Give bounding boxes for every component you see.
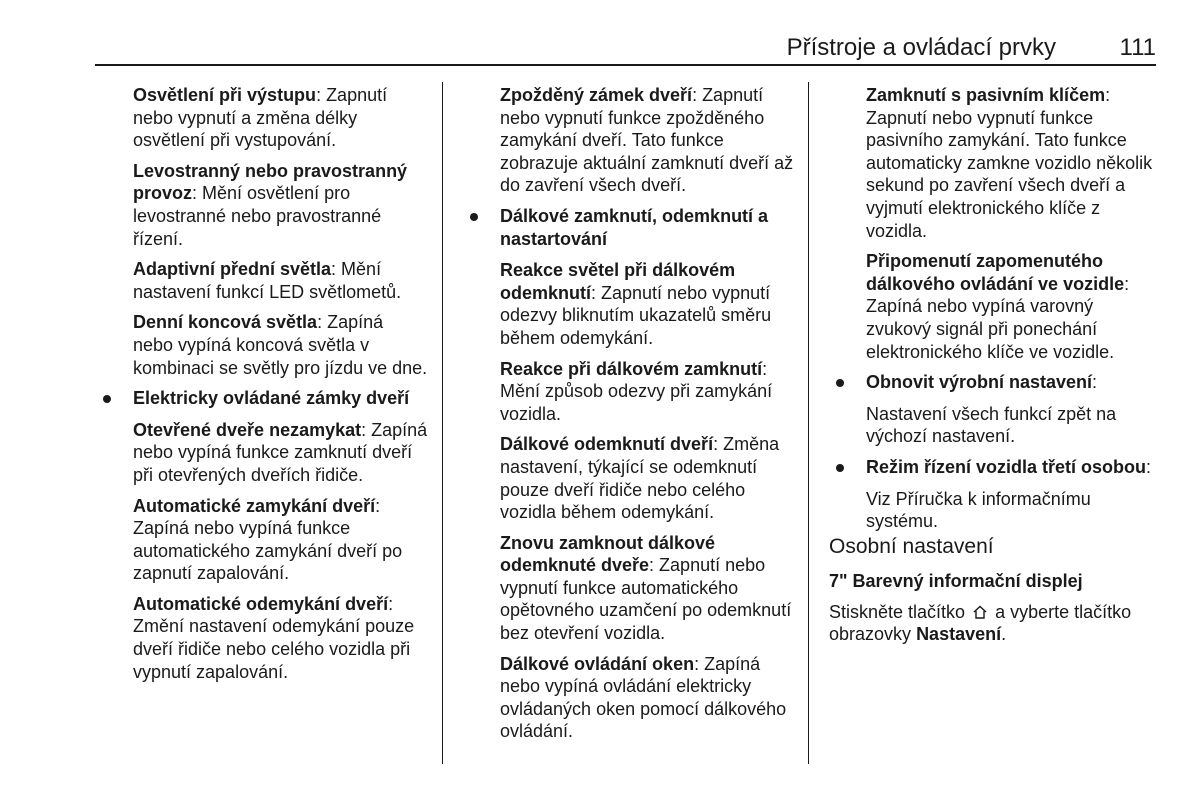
instruction-prefix: Stiskněte tlačítko bbox=[829, 601, 966, 622]
setting-description: : Zapíná nebo vypíná ovládání elektricky ovládaných oken pomocí dálkového ovládání. bbox=[500, 653, 787, 742]
column-2 bbox=[500, 84, 796, 751]
setting-term: Znovu zamknout dálkové odemknuté dveře bbox=[500, 532, 716, 576]
setting-paragraph bbox=[866, 250, 1158, 363]
bullet-term: Režim řízení vozidla třetí osobou bbox=[866, 456, 1147, 477]
setting-paragraph bbox=[133, 593, 428, 683]
setting-paragraph bbox=[133, 258, 428, 303]
setting-paragraph bbox=[500, 259, 796, 349]
setting-term: Adaptivní přední světla bbox=[133, 259, 332, 280]
bullet-term: Obnovit výrobní nastavení bbox=[866, 372, 1093, 393]
setting-term: Otevřené dveře nezamykat bbox=[133, 419, 362, 440]
section-block bbox=[829, 534, 1159, 654]
column-3 bbox=[866, 84, 1158, 541]
setting-paragraph bbox=[133, 160, 428, 250]
instruction-middle: a vyberte tlačítko obrazovky bbox=[829, 601, 1132, 645]
setting-paragraph bbox=[133, 84, 428, 152]
setting-description: : Zapíná nebo vypíná varovný zvukový signál při ponechání elektronického klíče ve vozidle. bbox=[866, 273, 1130, 362]
bullet-heading: Elektricky ovládané zámky dveří bbox=[133, 387, 428, 410]
setting-description: : Mění osvětlení pro levostranné nebo pravostranné řízení. bbox=[133, 183, 382, 249]
setting-description: : Zapíná nebo vypíná koncová světla v kombinaci se světly pro jízdu ve dne. bbox=[133, 312, 428, 378]
header-rule bbox=[95, 64, 1156, 66]
setting-paragraph bbox=[500, 433, 796, 523]
instruction-term: Nastavení bbox=[916, 624, 1002, 645]
setting-paragraph bbox=[866, 84, 1158, 242]
setting-paragraph bbox=[133, 311, 428, 379]
bullet-heading bbox=[866, 371, 1158, 394]
setting-paragraph bbox=[500, 532, 796, 645]
page-number: 111 bbox=[1119, 34, 1156, 61]
setting-term: Dálkové odemknutí dveří bbox=[500, 434, 714, 455]
bullet-colon: : bbox=[1092, 372, 1098, 393]
home-icon bbox=[972, 604, 988, 620]
setting-description: : Zapíná nebo vypíná funkce automatického zamykání dveří po zapnutí zapalování. bbox=[133, 495, 403, 584]
setting-description: : Změní nastavení odemykání pouze dveří řidiče nebo celého vozidla při vypnutí zapalování. bbox=[133, 593, 415, 682]
setting-description: : Mění způsob odezvy při zamykání vozidla. bbox=[500, 358, 773, 424]
setting-term: Zpožděný zámek dveří bbox=[500, 85, 693, 105]
bullet-heading: Dálkové zamknutí, odemknutí a nastartování bbox=[500, 205, 796, 250]
setting-paragraph: Nastavení všech funkcí zpět na výchozí nastavení. bbox=[866, 403, 1117, 447]
setting-description: : Zapíná nebo vypíná funkce zamknutí dveří při otevřených dveřích řidiče. bbox=[133, 419, 428, 485]
instruction-suffix: . bbox=[1001, 624, 1007, 645]
subheading: 7" Barevný informační displej bbox=[829, 571, 1083, 591]
setting-term: Reakce při dálkovém zamknutí bbox=[500, 358, 763, 379]
setting-paragraph bbox=[500, 84, 796, 197]
setting-description: : Změna nastavení, týkající se odemknutí pouze dveří řidiče nebo celého vozidla během odemykání. bbox=[500, 434, 780, 523]
setting-description: : Zapnutí nebo vypnutí funkce automatického opětovného uzamčení po odemknutí bez otevření vozidla. bbox=[500, 555, 792, 644]
section-heading: Osobní nastavení bbox=[829, 535, 994, 558]
setting-term: Osvětlení při výstupu bbox=[133, 85, 317, 105]
setting-term: Levostranný nebo pravostranný provoz bbox=[133, 160, 408, 204]
setting-description: : Zapnutí nebo vypnutí funkce zpožděného zamykání dveří. Tato funkce zobrazuje aktuální zamknutí dveří až do zavření všech dveří. bbox=[500, 85, 794, 196]
setting-description: : Mění nastavení funkcí LED světlometů. bbox=[133, 259, 402, 302]
setting-paragraph: Viz Příručka k informačnímu systému. bbox=[866, 488, 1091, 532]
setting-paragraph bbox=[500, 653, 796, 743]
column-1 bbox=[133, 84, 428, 691]
instruction-paragraph bbox=[829, 601, 1159, 646]
column-divider bbox=[808, 82, 809, 764]
setting-description: : Zapnutí nebo vypnutí funkce pasivního zamykání. Tato funkce automaticky zamkne vozidlo několik sekund po zavření všech dveří a vyjmutí elektronického klíče z vozidla. bbox=[866, 85, 1153, 241]
setting-term: Zamknutí s pasivním klíčem bbox=[866, 85, 1106, 105]
setting-term: Reakce světel při dálkovém odemknutí bbox=[500, 260, 736, 303]
setting-term: Dálkové ovládání oken bbox=[500, 653, 695, 674]
setting-description: : Zapnutí nebo vypnutí odezvy bliknutím ukazatelů směru během odemykání. bbox=[500, 282, 772, 348]
setting-term: Automatické odemykání dveří bbox=[133, 593, 389, 614]
column-divider bbox=[442, 82, 443, 764]
setting-term: Denní koncová světla bbox=[133, 312, 318, 333]
setting-term: Připomenutí zapomenutého dálkového ovládání ve vozidle bbox=[866, 251, 1125, 294]
setting-description: : Zapnutí nebo vypnutí a změna délky osvětlení při vystupování. bbox=[133, 85, 388, 151]
setting-paragraph bbox=[133, 495, 428, 585]
setting-term: Automatické zamykání dveří bbox=[133, 495, 376, 516]
setting-paragraph bbox=[500, 358, 796, 426]
setting-paragraph bbox=[133, 419, 428, 487]
bullet-heading bbox=[866, 456, 1158, 479]
bullet-colon: : bbox=[1146, 456, 1152, 477]
page-header-title: Přístroje a ovládací prvky bbox=[786, 34, 1056, 61]
